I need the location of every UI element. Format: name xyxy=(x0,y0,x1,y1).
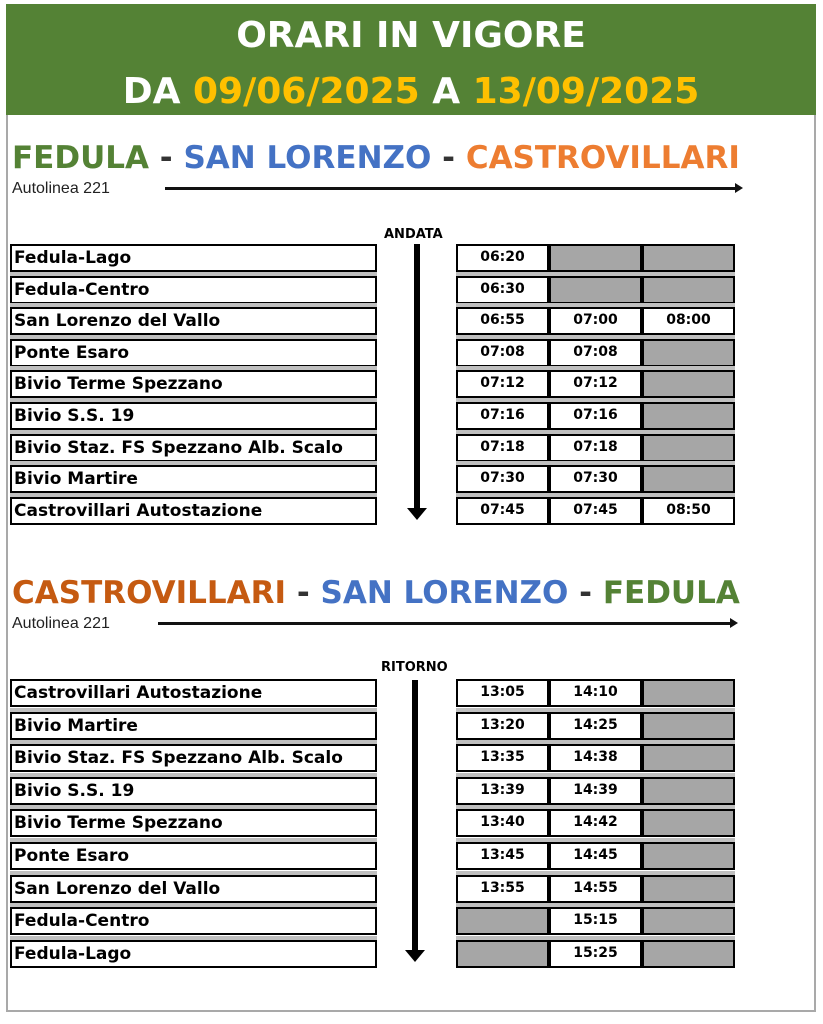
stop-name: Fedula-Lago xyxy=(10,940,377,968)
departure-time: 07:18 xyxy=(549,434,642,462)
header-dates xyxy=(6,70,816,114)
departure-time: 07:00 xyxy=(549,307,642,335)
route-separator: - xyxy=(431,140,466,176)
header-banner xyxy=(6,4,816,115)
empty-time-cell xyxy=(549,276,642,304)
departure-time: 13:45 xyxy=(456,842,549,870)
departure-time: 14:38 xyxy=(549,744,642,772)
stop-name: Bivio Martire xyxy=(10,465,377,493)
empty-time-cell xyxy=(642,809,735,837)
ritorno-direction-label: RITORNO xyxy=(381,660,448,675)
empty-time-cell xyxy=(642,465,735,493)
empty-time-cell xyxy=(642,875,735,903)
departure-time: 14:45 xyxy=(549,842,642,870)
route-destination: FEDULA xyxy=(602,575,740,611)
stop-name: Fedula-Centro xyxy=(10,907,377,935)
empty-time-cell xyxy=(642,434,735,462)
route-origin: FEDULA xyxy=(12,140,150,176)
departure-time: 14:39 xyxy=(549,777,642,805)
stop-name: Ponte Esaro xyxy=(10,339,377,367)
empty-time-cell xyxy=(642,712,735,740)
andata-route-title xyxy=(12,138,740,178)
andata-down-arrow xyxy=(414,244,420,510)
stop-name: Bivio Terme Spezzano xyxy=(10,809,377,837)
departure-time: 14:25 xyxy=(549,712,642,740)
date-from: 09/06/2025 xyxy=(192,71,420,112)
departure-time: 13:55 xyxy=(456,875,549,903)
stop-name: San Lorenzo del Vallo xyxy=(10,875,377,903)
stop-name: Ponte Esaro xyxy=(10,842,377,870)
ritorno-down-arrow xyxy=(412,680,418,952)
stop-name: Bivio Terme Spezzano xyxy=(10,370,377,398)
ritorno-route-title xyxy=(12,573,740,613)
departure-time: 08:50 xyxy=(642,497,735,525)
andata-autolinea: Autolinea 221 xyxy=(12,180,110,197)
empty-time-cell xyxy=(642,370,735,398)
departure-time: 07:08 xyxy=(456,339,549,367)
route-middle: SAN LORENZO xyxy=(183,140,432,176)
route-separator: - xyxy=(568,575,603,611)
departure-time: 13:05 xyxy=(456,679,549,707)
route-middle: SAN LORENZO xyxy=(320,575,569,611)
departure-time: 14:55 xyxy=(549,875,642,903)
departure-time: 15:25 xyxy=(549,940,642,968)
stop-name: Fedula-Centro xyxy=(10,276,377,304)
empty-time-cell xyxy=(642,339,735,367)
stop-name: Bivio Martire xyxy=(10,712,377,740)
stop-name: Bivio Staz. FS Spezzano Alb. Scalo xyxy=(10,744,377,772)
empty-time-cell xyxy=(642,244,735,272)
departure-time: 07:16 xyxy=(549,402,642,430)
route-origin: CASTROVILLARI xyxy=(12,575,287,611)
departure-time: 13:35 xyxy=(456,744,549,772)
empty-time-cell xyxy=(642,907,735,935)
departure-time: 14:10 xyxy=(549,679,642,707)
departure-time: 13:20 xyxy=(456,712,549,740)
header-to-label: A xyxy=(419,71,473,112)
stop-name: Castrovillari Autostazione xyxy=(10,497,377,525)
andata-direction-arrow xyxy=(165,187,740,190)
andata-direction-label: ANDATA xyxy=(384,227,443,242)
departure-time: 07:12 xyxy=(549,370,642,398)
header-from-label: DA xyxy=(122,71,193,112)
empty-time-cell xyxy=(456,907,549,935)
departure-time: 07:45 xyxy=(456,497,549,525)
departure-time: 06:55 xyxy=(456,307,549,335)
route-separator: - xyxy=(149,140,184,176)
stop-name: San Lorenzo del Vallo xyxy=(10,307,377,335)
departure-time: 07:18 xyxy=(456,434,549,462)
departure-time: 08:00 xyxy=(642,307,735,335)
departure-time: 14:42 xyxy=(549,809,642,837)
header-title: ORARI IN VIGORE xyxy=(236,15,586,56)
ritorno-autolinea: Autolinea 221 xyxy=(12,615,110,632)
empty-time-cell xyxy=(549,244,642,272)
ritorno-direction-arrow xyxy=(158,622,735,625)
empty-time-cell xyxy=(642,940,735,968)
empty-time-cell xyxy=(456,940,549,968)
departure-time: 07:30 xyxy=(549,465,642,493)
stop-name: Bivio S.S. 19 xyxy=(10,402,377,430)
stop-name: Castrovillari Autostazione xyxy=(10,679,377,707)
empty-time-cell xyxy=(642,777,735,805)
departure-time: 15:15 xyxy=(549,907,642,935)
stop-name: Bivio Staz. FS Spezzano Alb. Scalo xyxy=(10,434,377,462)
stop-name: Fedula-Lago xyxy=(10,244,377,272)
empty-time-cell xyxy=(642,744,735,772)
departure-time: 07:16 xyxy=(456,402,549,430)
departure-time: 07:08 xyxy=(549,339,642,367)
departure-time: 06:30 xyxy=(456,276,549,304)
empty-time-cell xyxy=(642,679,735,707)
empty-time-cell xyxy=(642,276,735,304)
departure-time: 07:12 xyxy=(456,370,549,398)
departure-time: 07:30 xyxy=(456,465,549,493)
departure-time: 06:20 xyxy=(456,244,549,272)
route-destination: CASTROVILLARI xyxy=(465,140,740,176)
empty-time-cell xyxy=(642,402,735,430)
route-separator: - xyxy=(286,575,321,611)
departure-time: 07:45 xyxy=(549,497,642,525)
departure-time: 13:39 xyxy=(456,777,549,805)
stop-name: Bivio S.S. 19 xyxy=(10,777,377,805)
date-to: 13/09/2025 xyxy=(472,71,700,112)
departure-time: 13:40 xyxy=(456,809,549,837)
empty-time-cell xyxy=(642,842,735,870)
